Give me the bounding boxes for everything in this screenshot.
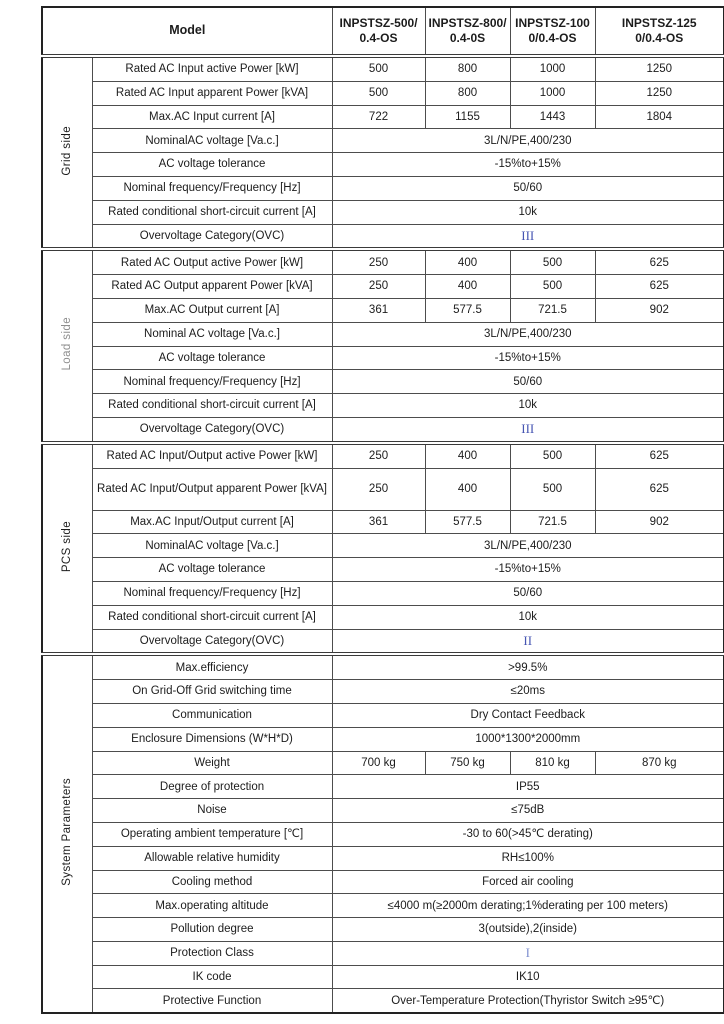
- param-cell: Enclosure Dimensions (W*H*D): [92, 727, 332, 751]
- param-cell: Overvoltage Category(OVC): [92, 224, 332, 249]
- section-label-grid-side: [42, 56, 92, 249]
- model-name-line: INPSTSZ-100: [515, 16, 590, 30]
- model-name-line: 0/0.4-OS: [528, 31, 577, 45]
- table-row: [42, 346, 724, 370]
- table-row: [42, 965, 724, 989]
- value-cell-span: 1000*1300*2000mm: [332, 727, 724, 751]
- table-row: [42, 417, 724, 442]
- value-cell: 1155: [425, 105, 510, 129]
- value-cell-span: -15%to+15%: [332, 558, 724, 582]
- value-cell: 1250: [595, 81, 724, 105]
- model-header-cell: Model: [42, 7, 332, 56]
- table-row: [42, 534, 724, 558]
- value-cell-span: I: [332, 941, 724, 965]
- param-cell: IK code: [92, 965, 332, 989]
- param-cell: Rated conditional short-circuit current [A]: [92, 200, 332, 224]
- table-row: [42, 605, 724, 629]
- value-cell: 800: [425, 81, 510, 105]
- value-cell: 1804: [595, 105, 724, 129]
- value-cell-span: 50/60: [332, 370, 724, 394]
- section-label-load-side: [42, 249, 92, 442]
- param-cell: Communication: [92, 703, 332, 727]
- param-cell: Rated AC Output apparent Power [kVA]: [92, 275, 332, 299]
- model-name-line: 0.4-OS: [359, 31, 398, 45]
- table-row: [42, 799, 724, 823]
- section-label-system-parameters: [42, 654, 92, 1013]
- model-name-line: 0/0.4-OS: [635, 31, 684, 45]
- table-row: [42, 822, 724, 846]
- table-row: [42, 680, 724, 704]
- value-cell-span: Dry Contact Feedback: [332, 703, 724, 727]
- model-name-line: INPSTSZ-500/: [339, 16, 418, 30]
- value-cell: 625: [595, 443, 724, 468]
- value-cell: 902: [595, 510, 724, 534]
- value-cell: 400: [425, 249, 510, 274]
- model-name-line: 0.4-0S: [449, 31, 486, 45]
- param-cell: Operating ambient temperature [℃]: [92, 822, 332, 846]
- section-label-text: Load side: [60, 317, 73, 371]
- value-cell: 577.5: [425, 298, 510, 322]
- value-cell-span: 3L/N/PE,400/230: [332, 129, 724, 153]
- value-cell-span: 3(outside),2(inside): [332, 918, 724, 942]
- value-cell: 250: [332, 249, 425, 274]
- value-cell: 721.5: [510, 298, 595, 322]
- value-cell: 400: [425, 275, 510, 299]
- value-cell-span: 10k: [332, 200, 724, 224]
- value-cell: 625: [595, 249, 724, 274]
- table-row: [42, 510, 724, 534]
- value-cell: 577.5: [425, 510, 510, 534]
- table-row: [42, 370, 724, 394]
- value-cell-span: 10k: [332, 605, 724, 629]
- param-cell: Rated AC Input/Output apparent Power [kVA]: [92, 468, 332, 510]
- param-cell: Degree of protection: [92, 775, 332, 799]
- param-cell: Nominal frequency/Frequency [Hz]: [92, 370, 332, 394]
- value-cell: 810 kg: [510, 751, 595, 775]
- table-row: [42, 56, 724, 81]
- value-cell: 721.5: [510, 510, 595, 534]
- value-cell: 500: [510, 275, 595, 299]
- value-cell: 625: [595, 275, 724, 299]
- value-cell-span: RH≤100%: [332, 846, 724, 870]
- table-row: [42, 581, 724, 605]
- param-cell: Nominal frequency/Frequency [Hz]: [92, 581, 332, 605]
- value-cell-span: 50/60: [332, 581, 724, 605]
- table-row: [42, 629, 724, 654]
- param-cell: Max.efficiency: [92, 654, 332, 679]
- param-cell: AC voltage tolerance: [92, 558, 332, 582]
- table-row: [42, 176, 724, 200]
- value-cell: 500: [332, 56, 425, 81]
- table-row: [42, 846, 724, 870]
- value-cell: 700 kg: [332, 751, 425, 775]
- param-cell: Rated AC Output active Power [kW]: [92, 249, 332, 274]
- param-cell: Rated AC Input/Output active Power [kW]: [92, 443, 332, 468]
- value-cell: 500: [510, 249, 595, 274]
- value-cell: 722: [332, 105, 425, 129]
- value-cell: 250: [332, 275, 425, 299]
- param-cell: Max.AC Output current [A]: [92, 298, 332, 322]
- table-row: [42, 894, 724, 918]
- header-row: [42, 7, 724, 56]
- value-cell: 400: [425, 468, 510, 510]
- value-cell: 500: [332, 81, 425, 105]
- table-row: [42, 443, 724, 468]
- value-cell-span: ≤75dB: [332, 799, 724, 823]
- value-cell-span: 3L/N/PE,400/230: [332, 322, 724, 346]
- table-row: [42, 775, 724, 799]
- value-cell-span: 3L/N/PE,400/230: [332, 534, 724, 558]
- table-row: [42, 558, 724, 582]
- table-row: [42, 105, 724, 129]
- table-row: [42, 200, 724, 224]
- param-cell: Max.AC Input current [A]: [92, 105, 332, 129]
- value-cell: 250: [332, 443, 425, 468]
- table-row: [42, 727, 724, 751]
- value-cell: 500: [510, 468, 595, 510]
- section-label-text: PCS side: [60, 520, 73, 572]
- table-row: [42, 703, 724, 727]
- value-cell-span: >99.5%: [332, 654, 724, 679]
- value-cell-span: -30 to 60(>45℃ derating): [332, 822, 724, 846]
- param-cell: Pollution degree: [92, 918, 332, 942]
- value-cell-span: III: [332, 224, 724, 249]
- table-row: [42, 870, 724, 894]
- value-cell: 1443: [510, 105, 595, 129]
- model-name-line: INPSTSZ-800/: [428, 16, 507, 30]
- model-column-header: [425, 7, 510, 56]
- model-column-header: [595, 7, 724, 56]
- value-cell: 1000: [510, 81, 595, 105]
- value-cell: 250: [332, 468, 425, 510]
- value-cell: 400: [425, 443, 510, 468]
- value-cell: 500: [510, 443, 595, 468]
- param-cell: On Grid-Off Grid switching time: [92, 680, 332, 704]
- param-cell: Rated AC Input apparent Power [kVA]: [92, 81, 332, 105]
- value-cell: 800: [425, 56, 510, 81]
- param-cell: Rated AC Input active Power [kW]: [92, 56, 332, 81]
- table-row: [42, 989, 724, 1013]
- table-row: [42, 81, 724, 105]
- table-row: [42, 224, 724, 249]
- value-cell-span: ≤20ms: [332, 680, 724, 704]
- model-column-header: [510, 7, 595, 56]
- table-row: [42, 941, 724, 965]
- param-cell: AC voltage tolerance: [92, 153, 332, 177]
- value-cell-span: III: [332, 417, 724, 442]
- param-cell: Protection Class: [92, 941, 332, 965]
- value-cell-span: IP55: [332, 775, 724, 799]
- value-cell-span: Forced air cooling: [332, 870, 724, 894]
- param-cell: Nominal frequency/Frequency [Hz]: [92, 176, 332, 200]
- value-cell-span: Over-Temperature Protection(Thyristor Switch ≥95℃): [332, 989, 724, 1013]
- spec-table: [41, 6, 724, 1014]
- value-cell: 1000: [510, 56, 595, 81]
- value-cell-span: 50/60: [332, 176, 724, 200]
- param-cell: Nominal AC voltage [Va.c.]: [92, 322, 332, 346]
- value-cell: 902: [595, 298, 724, 322]
- param-cell: NominalAC voltage [Va.c.]: [92, 534, 332, 558]
- param-cell: Rated conditional short-circuit current [A]: [92, 394, 332, 418]
- value-cell-span: II: [332, 629, 724, 654]
- value-cell-span: -15%to+15%: [332, 346, 724, 370]
- spec-sheet: [41, 6, 724, 1014]
- table-row: [42, 153, 724, 177]
- param-cell: Overvoltage Category(OVC): [92, 629, 332, 654]
- table-row: [42, 394, 724, 418]
- model-name-line: INPSTSZ-125: [621, 16, 697, 30]
- value-cell: 625: [595, 468, 724, 510]
- param-cell: Overvoltage Category(OVC): [92, 417, 332, 442]
- value-cell: 361: [332, 510, 425, 534]
- value-cell: 870 kg: [595, 751, 724, 775]
- value-cell: 1250: [595, 56, 724, 81]
- value-cell-span: IK10: [332, 965, 724, 989]
- section-label-text: System Parameters: [60, 778, 73, 886]
- param-cell: Allowable relative humidity: [92, 846, 332, 870]
- value-cell: 750 kg: [425, 751, 510, 775]
- model-column-header: [332, 7, 425, 56]
- table-row: [42, 751, 724, 775]
- value-cell-span: 10k: [332, 394, 724, 418]
- param-cell: Rated conditional short-circuit current [A]: [92, 605, 332, 629]
- table-row: [42, 918, 724, 942]
- param-cell: Max.AC Input/Output current [A]: [92, 510, 332, 534]
- table-row: [42, 322, 724, 346]
- value-cell: 361: [332, 298, 425, 322]
- value-cell-span: -15%to+15%: [332, 153, 724, 177]
- value-cell-span: ≤4000 m(≥2000m derating;1%derating per 100 meters): [332, 894, 724, 918]
- table-row: [42, 298, 724, 322]
- table-row: [42, 249, 724, 274]
- param-cell: Noise: [92, 799, 332, 823]
- param-cell: Protective Function: [92, 989, 332, 1013]
- param-cell: NominalAC voltage [Va.c.]: [92, 129, 332, 153]
- table-row: [42, 654, 724, 679]
- table-row: [42, 275, 724, 299]
- section-label-pcs-side: [42, 443, 92, 655]
- param-cell: Cooling method: [92, 870, 332, 894]
- table-row: [42, 129, 724, 153]
- param-cell: AC voltage tolerance: [92, 346, 332, 370]
- param-cell: Weight: [92, 751, 332, 775]
- param-cell: Max.operating altitude: [92, 894, 332, 918]
- section-label-text: Grid side: [60, 125, 73, 176]
- table-row: [42, 468, 724, 510]
